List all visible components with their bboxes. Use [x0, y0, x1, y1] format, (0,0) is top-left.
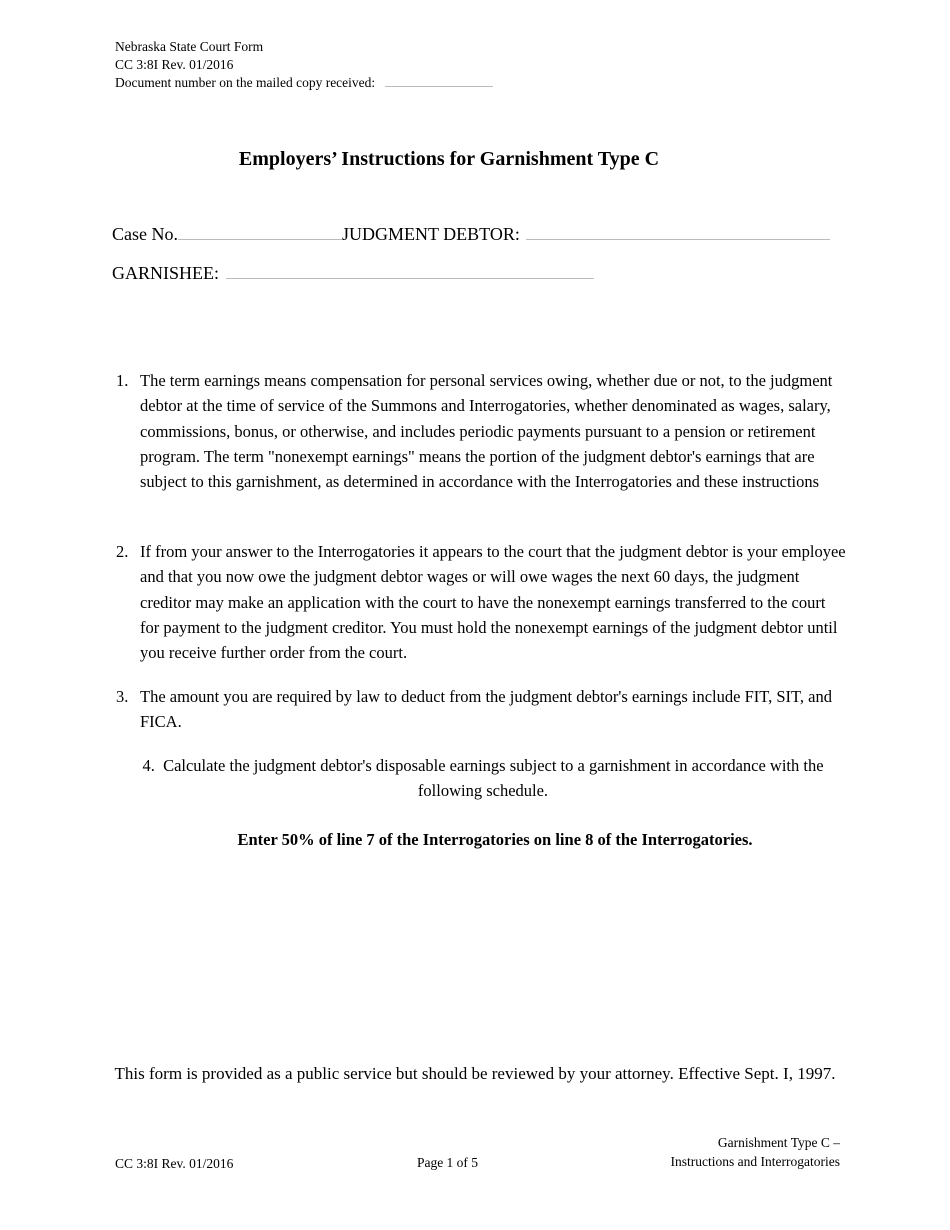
- garnishee-row: [112, 263, 594, 284]
- list-item: [116, 684, 846, 735]
- judgment-debtor-field[interactable]: [526, 238, 830, 240]
- item-number: 1.: [116, 371, 129, 390]
- schedule-instruction: Enter 50% of line 7 of the Interrogatories on line 8 of the Interrogatories.: [237, 830, 753, 849]
- judgment-debtor-label: JUDGMENT DEBTOR:: [342, 224, 520, 244]
- form-revision: CC 3:8I Rev. 01/2016: [115, 57, 234, 72]
- list-item: [116, 368, 846, 494]
- garnishee-field[interactable]: [226, 277, 594, 279]
- case-no-field[interactable]: [178, 238, 342, 240]
- list-item: [124, 753, 842, 804]
- court-form-name: Nebraska State Court Form: [115, 39, 264, 54]
- document-number-blank[interactable]: [385, 85, 493, 87]
- item-text: If from your answer to the Interrogatories it appears to the court that the judgment debtor is your employee and that you now owe the judgment debtor wages or will owe wages the next 60 days, the judgment creditor may make an application with the court to have the nonexempt earnings transferred to the court for payment to the judgment creditor. You must hold the nonexempt earnings of the judgment debtor until you receive further order from the court.: [140, 542, 846, 663]
- form-header: [115, 38, 493, 92]
- garnishee-label: GARNISHEE:: [112, 263, 219, 283]
- footer-form-title: [671, 1133, 840, 1171]
- footer-form-id: CC 3:8I Rev. 01/2016: [115, 1156, 234, 1171]
- item-text: The amount you are required by law to deduct from the judgment debtor's earnings include FIT, SIT, and FICA.: [140, 687, 832, 732]
- list-item: [116, 539, 846, 665]
- case-no-label: Case No.: [112, 224, 178, 244]
- page-number: Page 1 of 5: [416, 1155, 479, 1170]
- item-text: The term earnings means compensation for personal services owing, whether due or not, to the judgment debtor at the time of service of the Summons and Interrogatories, whether denominated as wages, salary, commissions, bonus, or otherwise, and includes periodic payments pursuant to a pension or retirement program. The term "nonexempt earnings" means the portion of the judgment debtor's earnings that are subject to this garnishment, as determined in accordance with the Interrogatories and these instructions: [140, 371, 833, 492]
- document-number-row: [115, 74, 493, 92]
- disclaimer: This form is provided as a public service but should be reviewed by your attorney. Effective Sept. I, 1997.: [114, 1064, 836, 1083]
- document-number-label: Document number on the mailed copy received:: [115, 75, 376, 90]
- footer-title-line1: Garnishment Type C –: [717, 1135, 840, 1150]
- item-text-centered: [124, 753, 842, 804]
- item-text: Calculate the judgment debtor's disposable earnings subject to a garnishment in accordance with the following schedule.: [163, 756, 824, 801]
- page-title: Employers’ Instructions for Garnishment Type C: [238, 148, 660, 170]
- footer-title-line2: Instructions and Interrogatories: [670, 1154, 840, 1169]
- item-number: 4.: [142, 756, 155, 775]
- item-number: 2.: [116, 542, 129, 561]
- item-number: 3.: [116, 687, 129, 706]
- case-row: [112, 224, 830, 245]
